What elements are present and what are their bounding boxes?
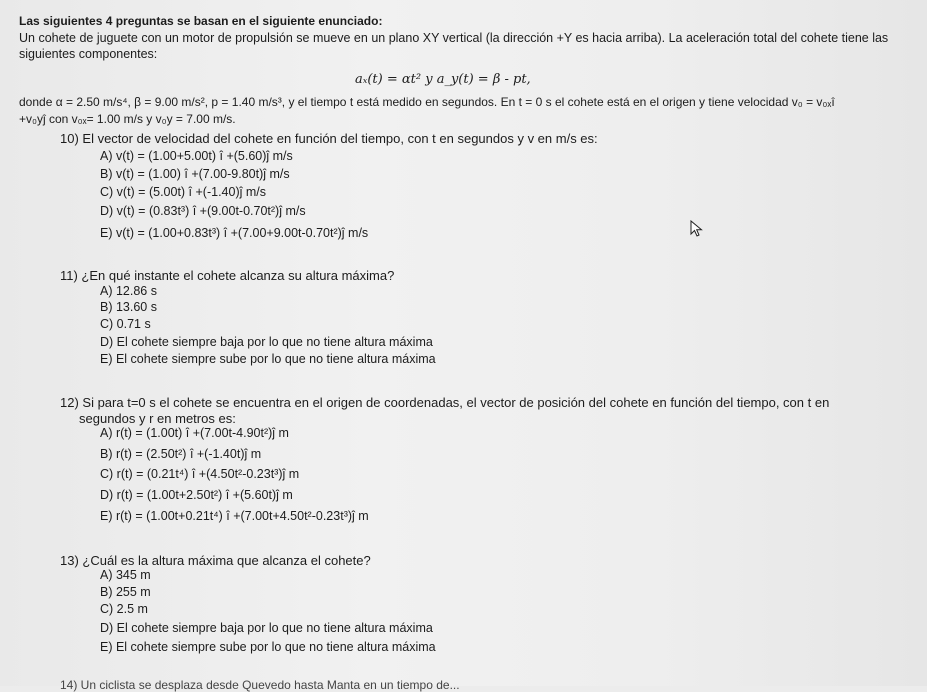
q12-option-c: C) r(t) = (0.21t⁴) î +(4.50t²-0.23t³)ĵ m xyxy=(100,467,300,481)
q13-option-a: A) 345 m xyxy=(100,568,151,582)
question-12: 12) Si para t=0 s el cohete se encuentra en el origen de coordenadas, el vector de posición del cohete en función del tiempo, con t en xyxy=(60,395,830,410)
q10-option-b: B) v(t) = (1.00) î +(7.00-9.80t)ĵ m/s xyxy=(100,167,290,181)
acceleration-equation: aₓ(t) = αt² y a_y(t) = β - pt, xyxy=(355,72,531,87)
question-14-cut: 14) Un ciclista se desplaza desde Quevedo hasta Manta en un tiempo de... xyxy=(60,678,460,692)
q13-option-d: D) El cohete siempre baja por lo que no tiene altura máxima xyxy=(100,621,433,635)
q11-option-d: D) El cohete siempre baja por lo que no tiene altura máxima xyxy=(100,335,433,349)
q10-option-e: E) v(t) = (1.00+0.83t³) î +(7.00+9.00t-0.70t²)ĵ m/s xyxy=(100,226,369,240)
question-11: 11) ¿En qué instante el cohete alcanza su altura máxima? xyxy=(60,268,395,283)
constants-line: donde α = 2.50 m/s⁴, β = 9.00 m/s², p = 1.40 m/s³, y el tiempo t está medido en segundos. En t = 0 s el cohete está en el origen y tiene velocidad v₀ = v₀ₓî xyxy=(19,95,835,109)
q13-option-e: E) El cohete siempre sube por lo que no tiene altura máxima xyxy=(100,640,436,654)
q11-option-e: E) El cohete siempre sube por lo que no tiene altura máxima xyxy=(100,352,436,366)
mouse-pointer-icon xyxy=(690,220,706,238)
q12-option-a: A) r(t) = (1.00t) î +(7.00t-4.90t²)ĵ m xyxy=(100,426,289,440)
question-10: 10) El vector de velocidad del cohete en función del tiempo, con t en segundos y v en m/s es: xyxy=(60,131,598,146)
q10-option-c: C) v(t) = (5.00t) î +(-1.40)ĵ m/s xyxy=(100,185,267,199)
q11-option-b: B) 13.60 s xyxy=(100,300,157,314)
q11-option-a: A) 12.86 s xyxy=(100,284,157,298)
q13-option-c: C) 2.5 m xyxy=(100,602,148,616)
statement-line-2: siguientes componentes: xyxy=(19,47,158,61)
q10-option-a: A) v(t) = (1.00+5.00t) î +(5.60)ĵ m/s xyxy=(100,149,293,163)
q13-option-b: B) 255 m xyxy=(100,585,151,599)
q12-option-d: D) r(t) = (1.00t+2.50t²) î +(5.60t)ĵ m xyxy=(100,488,293,502)
statement-line-1: Un cohete de juguete con un motor de propulsión se mueve en un plano XY vertical (la dirección +Y es hacia arriba). La aceleración total del cohete tiene las xyxy=(19,31,889,45)
q12-option-b: B) r(t) = (2.50t²) î +(-1.40t)ĵ m xyxy=(100,447,262,461)
q11-option-c: C) 0.71 s xyxy=(100,317,151,331)
question-13: 13) ¿Cuál es la altura máxima que alcanza el cohete? xyxy=(60,553,371,568)
initial-velocity-line: +v₀yĵ con v₀ₓ= 1.00 m/s y v₀y = 7.00 m/s. xyxy=(19,112,236,126)
q12-option-e: E) r(t) = (1.00t+0.21t⁴) î +(7.00t+4.50t²-0.23t³)ĵ m xyxy=(100,509,369,523)
question-12-cont: segundos y r en metros es: xyxy=(79,411,236,426)
intro-heading: Las siguientes 4 preguntas se basan en el siguiente enunciado: xyxy=(19,14,383,28)
q10-option-d: D) v(t) = (0.83t³) î +(9.00t-0.70t²)ĵ m/s xyxy=(100,204,306,218)
